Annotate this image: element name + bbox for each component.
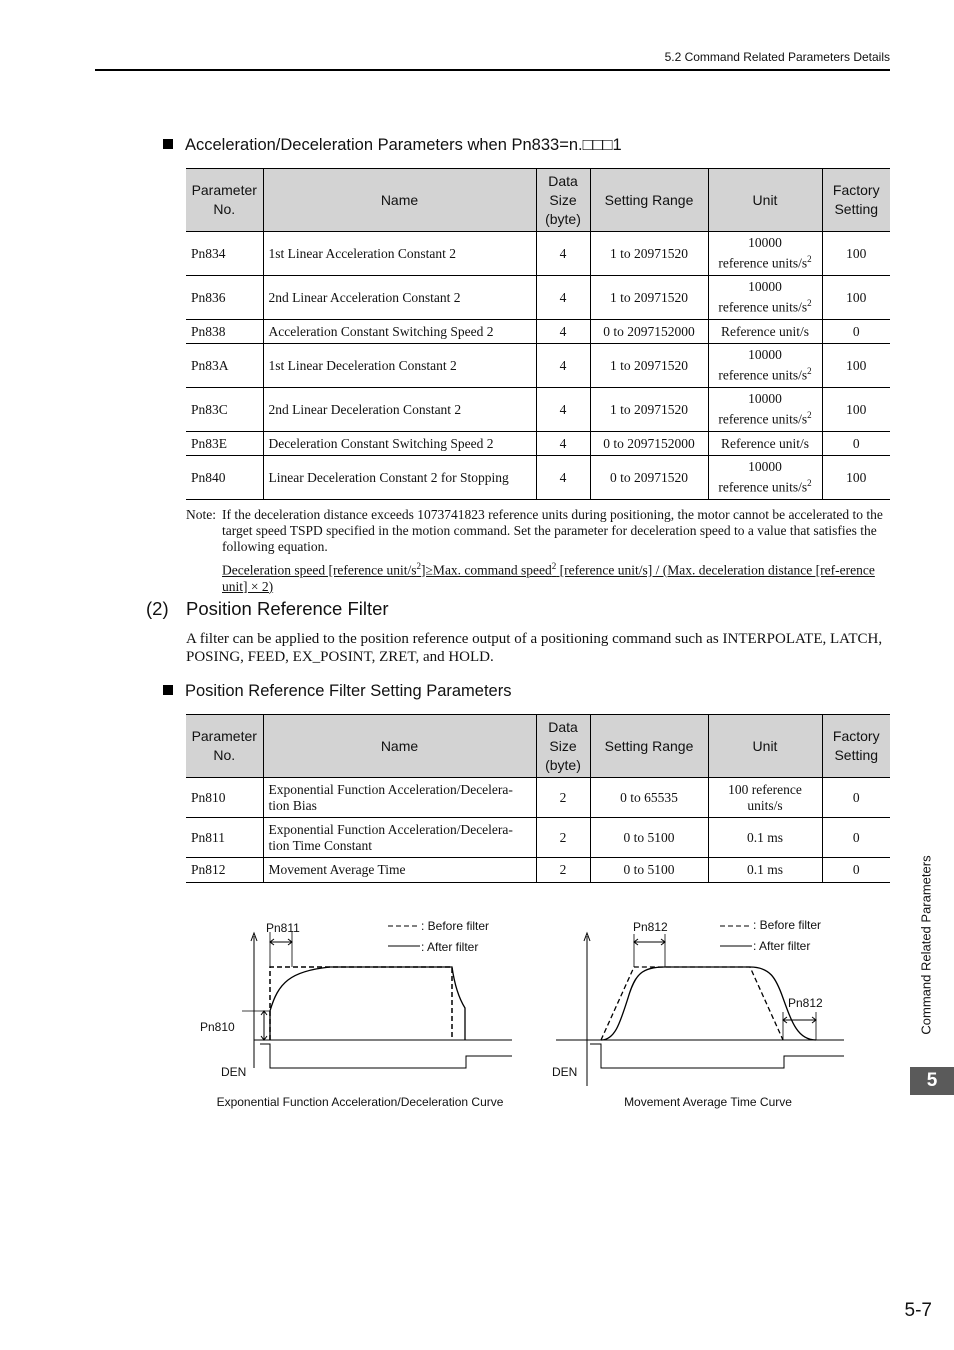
cell-setting-range: 0 to 20971520 <box>590 456 708 500</box>
cell-factory-setting: 100 <box>822 276 890 320</box>
table2-title: Position Reference Filter Setting Parameters <box>185 682 512 700</box>
cell-factory-setting: 100 <box>822 456 890 500</box>
cell-setting-range: 0 to 5100 <box>590 818 708 858</box>
header-rule <box>95 69 890 71</box>
cell-name: Exponential Function Acceleration/Decelera-tion Bias <box>263 778 536 818</box>
table2-heading <box>163 682 511 701</box>
movement-average-diagram <box>552 918 844 1109</box>
cell-setting-range: 0 to 2097152000 <box>590 432 708 456</box>
label-den: DEN <box>552 1065 578 1079</box>
cell-parameter-no: Pn838 <box>186 320 263 344</box>
filter-curves-figure <box>180 908 880 1118</box>
legend-after-filter: : After filter <box>421 940 479 954</box>
col-header-unit: Unit <box>708 169 822 232</box>
cell-name: Exponential Function Acceleration/Decelera-tion Time Constant <box>263 818 536 858</box>
col-header-data-size: Data Size (byte) <box>536 169 590 232</box>
table-row <box>186 388 890 432</box>
col-header-name: Name <box>263 169 536 232</box>
exponential-curve-diagram <box>200 919 512 1109</box>
cell-parameter-no: Pn810 <box>186 778 263 818</box>
running-header: 5.2 Command Related Parameters Details <box>664 50 890 64</box>
unit-exponent: 2 <box>807 366 812 377</box>
note <box>186 507 890 595</box>
cell-setting-range: 0 to 5100 <box>590 858 708 883</box>
cell-setting-range: 0 to 2097152000 <box>590 320 708 344</box>
cell-factory-setting: 100 <box>822 232 890 276</box>
unit-multiplier: 10000 <box>748 347 782 363</box>
chapter-tab: 5 <box>910 1067 954 1095</box>
table-row <box>186 858 890 883</box>
cell-data-size: 2 <box>536 858 590 883</box>
unit-text: reference units/s <box>718 411 808 427</box>
legend-after-filter: : After filter <box>753 939 811 953</box>
caption-exponential: Exponential Function Acceleration/Deceleration Curve <box>216 1095 504 1109</box>
cell-data-size: 4 <box>536 232 590 276</box>
caption-movement-average: Movement Average Time Curve <box>624 1095 792 1109</box>
cell-unit <box>708 276 822 320</box>
cell-unit <box>708 320 822 344</box>
unit-text: reference units/s <box>718 255 808 271</box>
table1-heading <box>163 136 622 155</box>
cell-factory-setting: 0 <box>822 778 890 818</box>
cell-unit: 100 reference units/s <box>708 778 822 818</box>
cell-name: 1st Linear Deceleration Constant 2 <box>263 344 536 388</box>
table1-title: Acceleration/Deceleration Parameters when Pn833=n.□□□1 <box>185 136 622 154</box>
square-bullet-icon <box>163 685 173 695</box>
cell-parameter-no: Pn83A <box>186 344 263 388</box>
cell-unit <box>708 432 822 456</box>
cell-unit: 0.1 ms <box>708 858 822 883</box>
cell-parameter-no: Pn812 <box>186 858 263 883</box>
section-number: (2) <box>146 598 169 619</box>
cell-name: Movement Average Time <box>263 858 536 883</box>
note-text: If the deceleration distance exceeds 1073741823 reference units during positioning, the motor cannot be accelerated to the target speed TSPD specified in the motion command. Set the parameter for deceleration speed to a value that satisfies the following equation. <box>222 507 883 554</box>
label-den: DEN <box>221 1065 247 1079</box>
cell-name: 2nd Linear Deceleration Constant 2 <box>263 388 536 432</box>
cell-setting-range: 1 to 20971520 <box>590 232 708 276</box>
table-row <box>186 232 890 276</box>
col-header-parameter-no: Parameter No. <box>186 169 263 232</box>
cell-factory-setting: 100 <box>822 344 890 388</box>
table-row <box>186 778 890 818</box>
cell-setting-range: 1 to 20971520 <box>590 344 708 388</box>
col-header-setting-range: Setting Range <box>590 169 708 232</box>
table-row <box>186 320 890 344</box>
cell-parameter-no: Pn836 <box>186 276 263 320</box>
table2 <box>186 714 890 883</box>
table-row <box>186 432 890 456</box>
cell-unit <box>708 232 822 276</box>
cell-unit <box>708 388 822 432</box>
label-pn812-right: Pn812 <box>788 996 823 1010</box>
cell-data-size: 2 <box>536 818 590 858</box>
chapter-side-label: Command Related Parameters <box>918 855 934 1035</box>
col-header-factory-setting: Factory Setting <box>822 169 890 232</box>
square-bullet-icon <box>163 139 173 149</box>
cell-factory-setting: 0 <box>822 432 890 456</box>
unit-text: reference units/s <box>718 479 808 495</box>
cell-parameter-no: Pn840 <box>186 456 263 500</box>
unit-exponent: 2 <box>807 298 812 309</box>
legend-before-filter: : Before filter <box>421 919 490 933</box>
cell-parameter-no: Pn83C <box>186 388 263 432</box>
cell-data-size: 4 <box>536 432 590 456</box>
table-row <box>186 276 890 320</box>
cell-name: 2nd Linear Acceleration Constant 2 <box>263 276 536 320</box>
label-pn810: Pn810 <box>200 1020 235 1034</box>
unit-exponent: 2 <box>807 478 812 489</box>
unit-multiplier: 10000 <box>748 391 782 407</box>
cell-factory-setting: 0 <box>822 858 890 883</box>
cell-setting-range: 0 to 65535 <box>590 778 708 818</box>
note-equation: Deceleration speed [reference unit/$s^2]\ge Max$. command speed$^2$ [reference unit/s] / (Max. deceleration distance [ref-erence unit] × 2) <box>222 561 875 594</box>
cell-setting-range: 1 to 20971520 <box>590 388 708 432</box>
cell-data-size: 2 <box>536 778 590 818</box>
cell-factory-setting: 0 <box>822 320 890 344</box>
cell-factory-setting: 100 <box>822 388 890 432</box>
cell-name: 1st Linear Acceleration Constant 2 <box>263 232 536 276</box>
cell-data-size: 4 <box>536 320 590 344</box>
cell-parameter-no: Pn83E <box>186 432 263 456</box>
section-body: A filter can be applied to the position reference output of a positioning command such as INTERPOLATE, LATCH, POSING, FEED, EX_POSINT, ZRET, and HOLD. <box>186 631 883 665</box>
col-header-unit: Unit <box>708 715 822 778</box>
section-heading <box>146 598 389 620</box>
table-row <box>186 344 890 388</box>
note-label: Note: <box>186 507 216 522</box>
cell-name: Acceleration Constant Switching Speed 2 <box>263 320 536 344</box>
unit-multiplier: 10000 <box>748 459 782 475</box>
cell-parameter-no: Pn834 <box>186 232 263 276</box>
label-pn812-top: Pn812 <box>633 920 668 934</box>
unit-text: Reference unit/s <box>720 435 810 451</box>
section-title: Position Reference Filter <box>186 598 389 619</box>
col-header-setting-range: Setting Range <box>590 715 708 778</box>
unit-multiplier: 10000 <box>748 235 782 251</box>
table1-header-row <box>186 169 890 232</box>
cell-name: Linear Deceleration Constant 2 for Stopping <box>263 456 536 500</box>
legend-before-filter: : Before filter <box>753 918 822 932</box>
cell-data-size: 4 <box>536 456 590 500</box>
unit-exponent: 2 <box>807 254 812 265</box>
cell-unit <box>708 456 822 500</box>
unit-exponent: 2 <box>807 410 812 421</box>
cell-unit: 0.1 ms <box>708 818 822 858</box>
cell-data-size: 4 <box>536 388 590 432</box>
label-pn811: Pn811 <box>266 921 300 935</box>
col-header-factory-setting: Factory Setting <box>822 715 890 778</box>
col-header-parameter-no: Parameter No. <box>186 715 263 778</box>
cell-data-size: 4 <box>536 344 590 388</box>
cell-name: Deceleration Constant Switching Speed 2 <box>263 432 536 456</box>
cell-parameter-no: Pn811 <box>186 818 263 858</box>
unit-text: reference units/s <box>718 299 808 315</box>
cell-setting-range: 1 to 20971520 <box>590 276 708 320</box>
unit-text: reference units/s <box>718 367 808 383</box>
col-header-data-size: Data Size (byte) <box>536 715 590 778</box>
col-header-name: Name <box>263 715 536 778</box>
page-number: 5-7 <box>904 1300 932 1321</box>
table-row <box>186 818 890 858</box>
table2-header-row <box>186 715 890 778</box>
table-row <box>186 456 890 500</box>
unit-multiplier: 10000 <box>748 279 782 295</box>
cell-data-size: 4 <box>536 276 590 320</box>
cell-unit <box>708 344 822 388</box>
cell-factory-setting: 0 <box>822 818 890 858</box>
unit-text: Reference unit/s <box>720 323 810 339</box>
table1 <box>186 168 890 500</box>
